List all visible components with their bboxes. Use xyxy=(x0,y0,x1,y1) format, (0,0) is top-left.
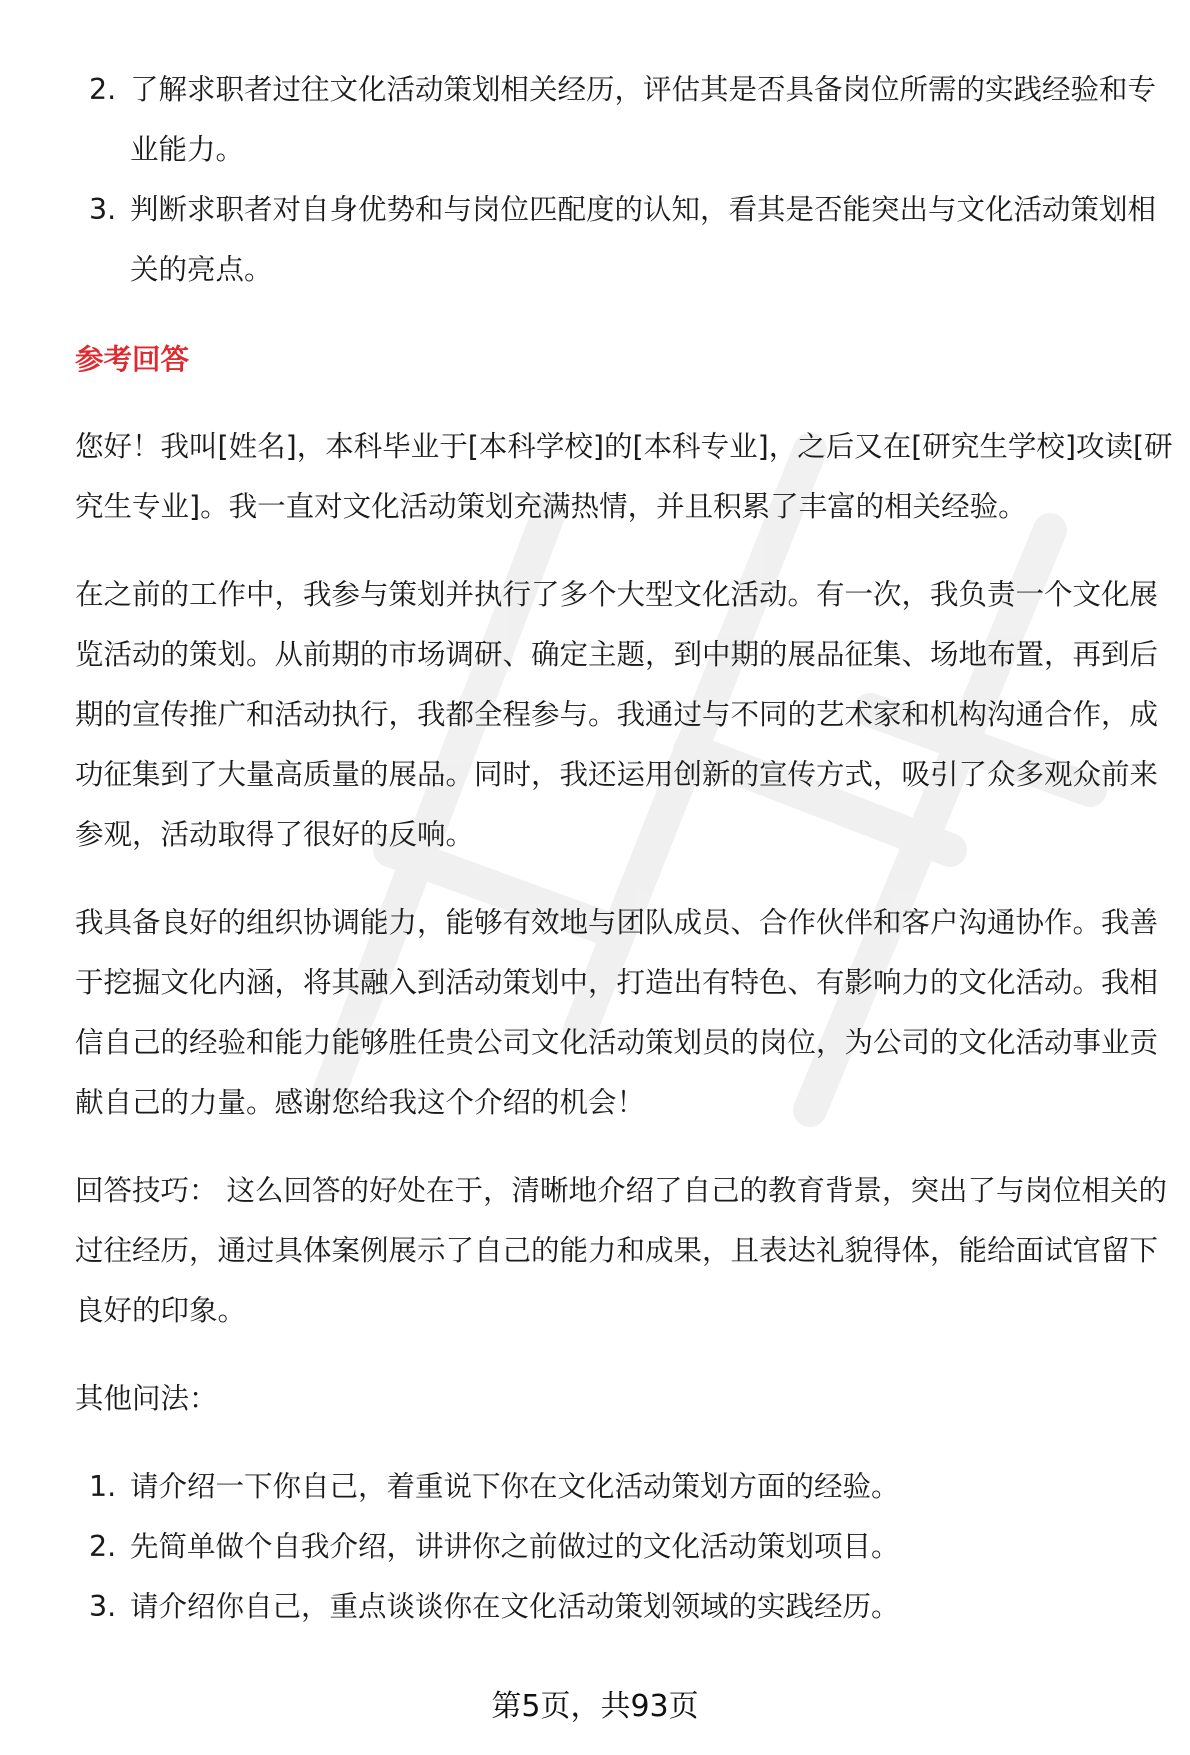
answer-paragraph-abilities: 我具备良好的组织协调能力，能够有效地与团队成员、合作伙伴和客户沟通协作。我善于挖掘文化内涵，将其融入到活动策划中，打造出有特色、有影响力的文化活动。我相信自己的经验和能力能够胜任贵公司文化活动策划员的岗位，为公司的文化活动事业贡献自己的力量。感谢您给我这个介绍的机会！ xyxy=(75,906,1159,1119)
top-numbered-list xyxy=(75,60,1175,300)
main-content xyxy=(75,60,1175,1637)
answer-paragraph-experience: 在之前的工作中，我参与策划并执行了多个大型文化活动。有一次，我负责一个文化展览活动的策划。从前期的市场调研、确定主题，到中期的展品征集、场地布置，再到后期的宣传推广和活动执行，我都全程参与。我通过与不同的艺术家和机构沟通合作，成功征集到了大量高质量的展品。同时，我还运用创新的宣传方式，吸引了众多观众前来参观，活动取得了很好的反响。 xyxy=(75,578,1159,851)
answer-tips-paragraph: 回答技巧： 这么回答的好处在于，清晰地介绍了自己的教育背景，突出了与岗位相关的过往经历，通过具体案例展示了自己的能力和成果，且表达礼貌得体，能给面试官留下良好的印象。 xyxy=(75,1174,1168,1327)
list-item xyxy=(75,1577,1175,1637)
list-number: 3. xyxy=(89,193,117,226)
list-number: 2. xyxy=(89,1530,117,1563)
list-item xyxy=(75,180,1175,300)
list-item xyxy=(75,1517,1175,1577)
list-item xyxy=(75,60,1175,180)
list-item-text: 判断求职者对自身优势和与岗位匹配度的认知，看其是否能突出与文化活动策划相关的亮点。 xyxy=(130,193,1157,286)
answer-paragraph-intro: 您好！我叫[姓名]，本科毕业于[本科学校]的[本科专业]，之后又在[研究生学校]攻读[研究生专业]。我一直对文化活动策划充满热情，并且积累了丰富的相关经验。 xyxy=(75,430,1173,523)
section-title-reference-answer: 参考回答 xyxy=(75,343,190,376)
list-item-text: 了解求职者过往文化活动策划相关经历，评估其是否具备岗位所需的实践经验和专业能力。 xyxy=(130,73,1157,166)
list-number: 3. xyxy=(89,1590,117,1623)
list-number: 2. xyxy=(89,73,117,106)
list-item-text: 请介绍一下你自己，着重说下你在文化活动策划方面的经验。 xyxy=(130,1470,900,1503)
page-number-footer: 第5页，共93页 xyxy=(491,1689,699,1724)
list-item-text: 请介绍你自己，重点谈谈你在文化活动策划领域的实践经历。 xyxy=(130,1590,900,1623)
list-item-text: 先简单做个自我介绍，讲讲你之前做过的文化活动策划项目。 xyxy=(130,1530,900,1563)
list-item xyxy=(75,1457,1175,1517)
other-questions-heading: 其他问法： xyxy=(75,1382,218,1415)
list-number: 1. xyxy=(89,1470,117,1503)
bottom-numbered-list xyxy=(75,1457,1175,1637)
